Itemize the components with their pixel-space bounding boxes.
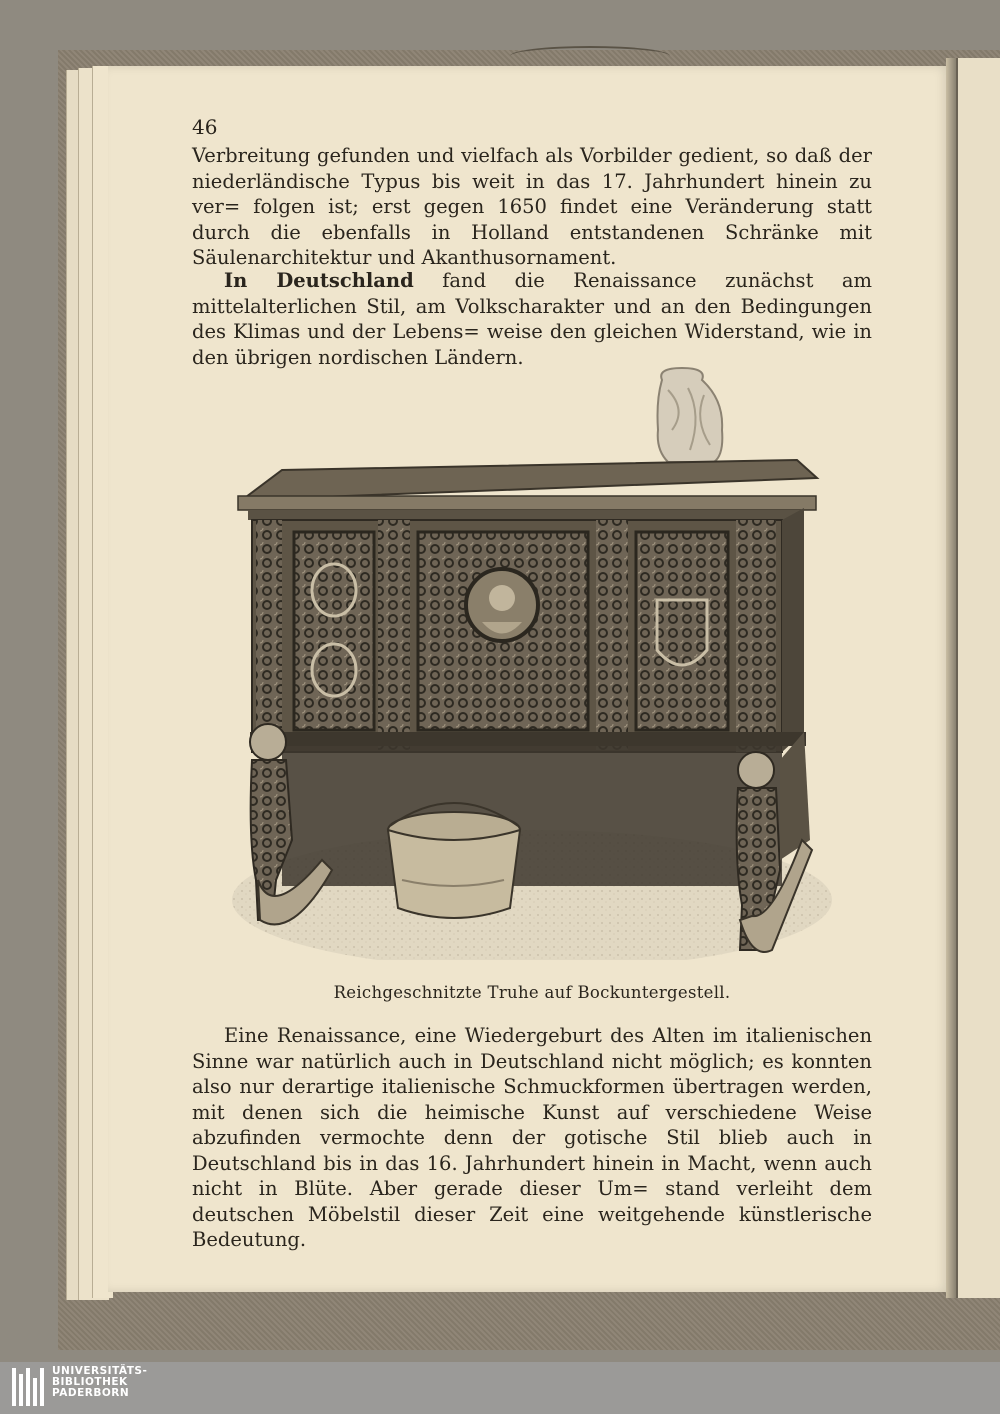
paragraph-1: Verbreitung gefunden und vielfach als Vorbilder gedient, so daß der niederländische Typus bis weit in das 17. Jahrhundert hinein zu ver= folgen ist; erst gegen 1650 findet eine Veränderung statt durch die ebenfalls in Holland entstandenen Schränke mit Säulenarchitektur und Akanthusornament. bbox=[192, 144, 872, 269]
carved-chest-illustration bbox=[232, 360, 832, 960]
logo-line-3: PADERBORN bbox=[52, 1387, 130, 1399]
binding-thread bbox=[510, 46, 670, 66]
logo-line-2: BIBLIOTHEK bbox=[52, 1376, 128, 1388]
logo-line-1: UNIVERSITÄTS- bbox=[52, 1365, 148, 1377]
footer-bar bbox=[0, 1362, 1000, 1414]
paragraph-2-lead: In Deutschland bbox=[224, 269, 414, 292]
paragraph-2-rest: fand die Renaissance zunächst am mittelalterlichen Stil, am Volkscharakter und an den Bedingungen des Klimas und der Lebens= weise den gleichen Widerstand, wie in den übrigen nordischen Ländern. bbox=[192, 269, 872, 369]
facing-page-edge bbox=[956, 58, 1000, 1298]
page-number: 46 bbox=[192, 115, 218, 139]
figure-caption: Reichgeschnitzte Truhe auf Bockuntergestell. bbox=[333, 983, 731, 1002]
paragraph-2 bbox=[192, 268, 872, 370]
library-logo-text bbox=[52, 1366, 147, 1399]
paragraph-3: Eine Renaissance, eine Wiedergeburt des Alten im italienischen Sinne war natürlich auch in Deutschland nicht möglich; es konnten also nur derartige italienische Schmuckformen übertragen werden, mit denen sich die heimische Kunst auf verschiedene Weise abzufinden vermochte denn der gotische Stil blieb auch in Deutschland bis in das 16. Jahrhundert hinein in Macht, wenn auch nicht in Blüte. Aber gerade dieser Um= stand verleiht dem deutschen Möbelstil dieser Zeit eine weitgehende künstlerische Bedeutung. bbox=[192, 1024, 872, 1251]
library-logo-icon bbox=[12, 1368, 46, 1406]
